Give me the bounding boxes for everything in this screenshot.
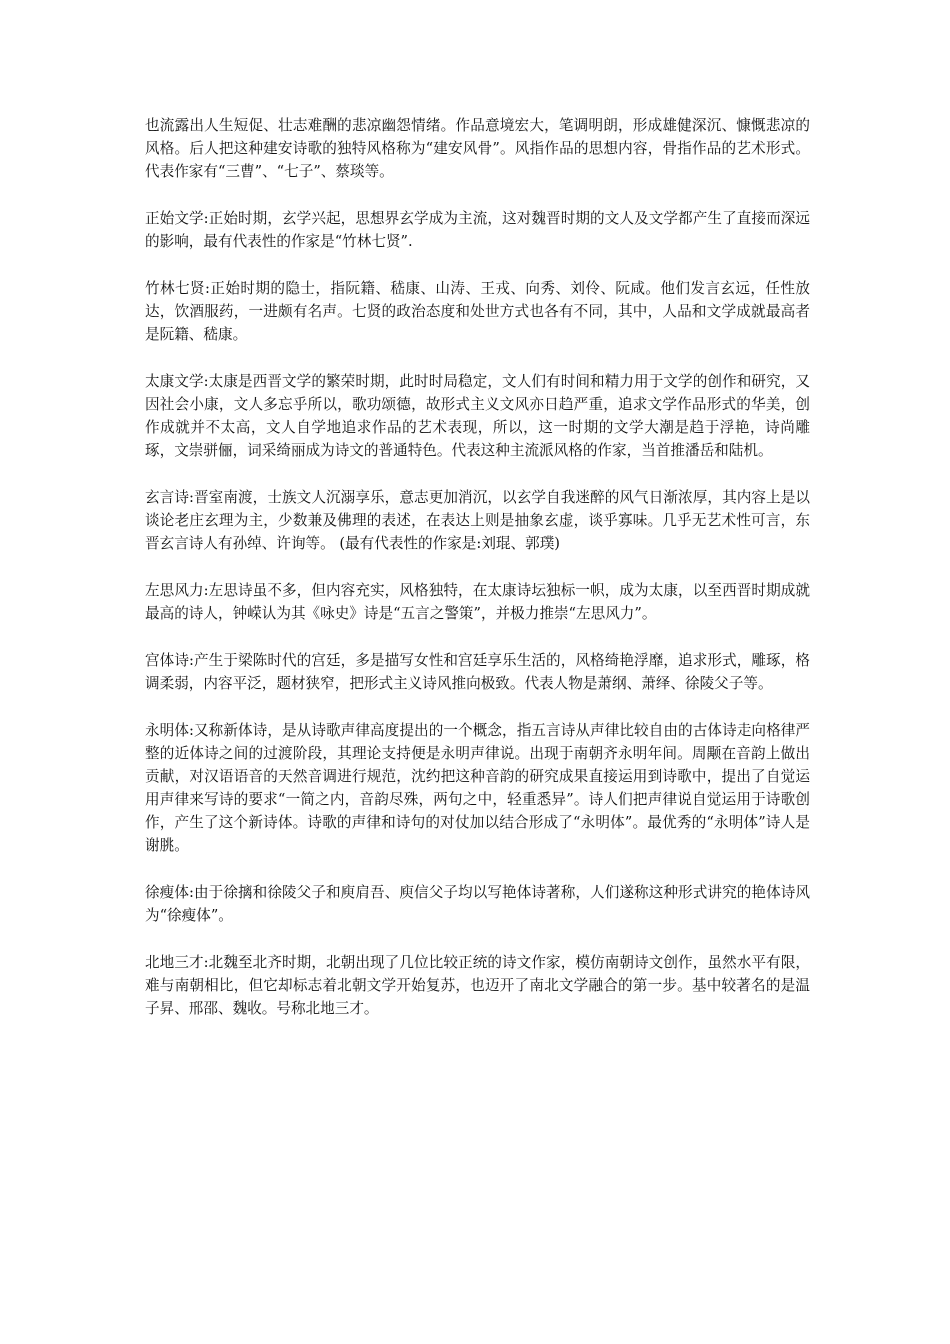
paragraph-yongming-ti: 永明体:又称新体诗，是从诗歌声律高度提出的一个概念，指五言诗从声律比较自由的古体诗走向格律严整的近体诗之间的过渡阶段，其理论支持便是永明声律说。出现于南朝齐永明年间。周颙在音韵上做出贡献，对汉语语音的天然音调进行规范，沈约把这种音韵的研究成果直接运用到诗歌中，提出了自觉运用声律来写诗的要求“一简之内，音韵尽殊，两句之中，轻重悉异”。诗人们把声律说自觉运用于诗歌创作，产生了这个新诗体。诗歌的声律和诗句的对仗加以结合形成了“永明体”。最优秀的“永明体”诗人是谢朓。 <box>145 722 810 854</box>
paragraph-zhengshi-wenxue: 正始文学:正始时期，玄学兴起，思想界玄学成为主流，这对魏晋时期的文人及文学都产生了直接而深远的影响，最有代表性的作家是“竹林七贤”. <box>145 210 810 250</box>
paragraph-zuosi-fengli: 左思风力:左思诗虽不多，但内容充实，风格独特，在太康诗坛独标一帜，成为太康，以至西晋时期成就最高的诗人，钟嵘认为其《咏史》诗是“五言之警策”，并极力推崇“左思风力”。 <box>145 582 810 622</box>
paragraph-taikang-wenxue: 太康文学:太康是西晋文学的繁荣时期，此时时局稳定，文人们有时间和精力用于文学的创作和研究，又因社会小康，文人多忘乎所以，歌功颂德，故形式主义文风亦日趋严重，追求文学作品形式的华美，创作成就并不太高，文人自学地追求作品的艺术表现，所以，这一时期的文学大潮是趋于浮艳，诗尚雕琢，文崇骈俪，词采绮丽成为诗文的普通特色。代表这种主流派风格的作家，当首推潘岳和陆机。 <box>145 373 810 459</box>
paragraph-beidi-sancai: 北地三才:北魏至北齐时期，北朝出现了几位比较正统的诗文作家，模仿南朝诗文创作，虽然水平有限，难与南朝相比，但它却标志着北朝文学开始复苏，也迈开了南北文学融合的第一步。基中较著名的是温子昇、邢邵、魏收。号称北地三才。 <box>145 954 810 1017</box>
paragraph-xuanyan-shi: 玄言诗:晋室南渡，士族文人沉溺享乐，意志更加消沉，以玄学自我迷醉的风气日渐浓厚，其内容上是以谈论老庄玄理为主，少数兼及佛理的表述，在表达上则是抽象玄虚，谈乎寡味。几乎无艺术性可言，东晋玄言诗人有孙绰、许询等。 (最有代表性的作家是:刘琨、郭璞) <box>145 489 810 552</box>
paragraph-zhulin-qixian: 竹林七贤:正始时期的隐士，指阮籍、嵇康、山涛、王戎、向秀、刘伶、阮咸。他们发言玄远，任性放达，饮酒服药，一进颇有名声。七贤的政治态度和处世方式也各有不同，其中，人品和文学成就最高者是阮籍、嵇康。 <box>145 280 810 343</box>
document-page <box>145 114 810 1044</box>
paragraph-gongti-shi: 宫体诗:产生于梁陈时代的宫廷，多是描写女性和宫廷享乐生活的，风格绮艳浮靡，追求形式，雕琢，格调柔弱，内容平泛，题材狭窄，把形式主义诗风推向极致。代表人物是萧纲、萧绎、徐陵父子等。 <box>145 652 810 692</box>
paragraph-xushou-ti: 徐瘦体:由于徐摛和徐陵父子和庾肩吾、庾信父子均以写艳体诗著称，人们遂称这种形式讲究的艳体诗风为“徐瘦体”。 <box>145 884 810 924</box>
paragraph-jianan-fenggu: 也流露出人生短促、壮志难酬的悲凉幽怨情绪。作品意境宏大，笔调明朗，形成雄健深沉、慷慨悲凉的风格。后人把这种建安诗歌的独特风格称为“建安风骨”。风指作品的思想内容，骨指作品的艺术形式。代表作家有“三曹”、“七子”、蔡琰等。 <box>145 117 810 180</box>
